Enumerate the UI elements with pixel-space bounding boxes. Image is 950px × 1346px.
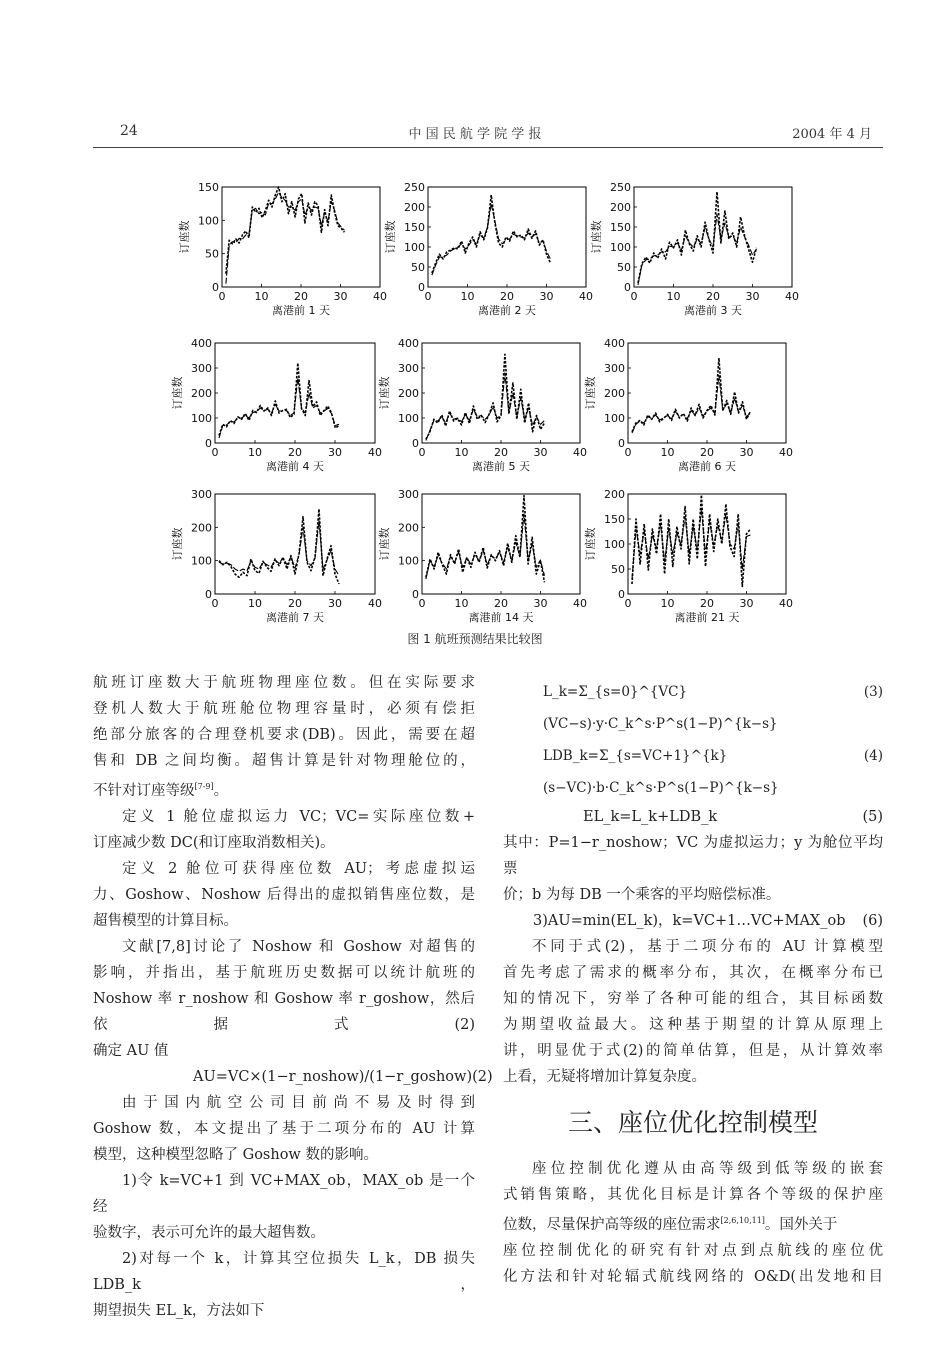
y-tick-label: 0 xyxy=(212,281,219,294)
x-axis-label: 离港前 2 天 xyxy=(478,304,536,317)
x-tick-label: 10 xyxy=(248,597,262,610)
series-forecast-line xyxy=(226,192,345,283)
series-forecast-line xyxy=(638,214,757,285)
series-forecast-line xyxy=(219,521,339,576)
y-tick-label: 0 xyxy=(618,437,625,450)
y-tick-label: 100 xyxy=(604,412,625,425)
series-actual-line xyxy=(632,358,751,432)
x-tick-label: 20 xyxy=(700,446,714,459)
y-tick-label: 150 xyxy=(610,221,631,234)
y-tick-label: 200 xyxy=(191,387,212,400)
y-tick-label: 0 xyxy=(418,281,425,294)
x-tick-label: 0 xyxy=(630,290,638,303)
x-tick-label: 40 xyxy=(779,597,793,610)
x-tick-label: 0 xyxy=(624,446,632,459)
para-line: 由于国内航空公司目前尚不易及时得到 xyxy=(122,1094,475,1111)
series-actual-line xyxy=(426,354,545,439)
para-line: 绝部分旅客的合理登机要求(DB)。因此，需要在超 xyxy=(93,727,475,743)
para-line: Goshow 数，本文提出了基于二项分布的 AU 计算 xyxy=(93,1120,475,1137)
para-line: 不同于式(2)，基于二项分布的 AU 计算模型 xyxy=(532,939,883,955)
x-tick-label: 40 xyxy=(579,290,593,303)
plot-frame xyxy=(215,494,375,594)
y-axis-label: 订座数 xyxy=(384,220,397,254)
para-line: 航班订座数大于航班物理座位数。但在实际要求 xyxy=(93,675,475,691)
series-actual-line xyxy=(632,495,751,587)
y-tick-label: 400 xyxy=(604,337,625,350)
para-line: 其中：P=1−r_noshow；VC 为虚拟运力；y 为舱位平均票 xyxy=(503,835,883,877)
series-forecast-line xyxy=(432,204,551,275)
y-axis-label: 订座数 xyxy=(171,527,184,561)
plot-frame xyxy=(428,187,586,287)
y-tick-label: 200 xyxy=(398,387,419,400)
y-tick-label: 200 xyxy=(191,521,212,535)
para-line: 座位控制优化的研究有针对点到点航线的座位优 xyxy=(503,1242,883,1259)
y-axis-label: 订座数 xyxy=(378,376,391,410)
x-tick-label: 10 xyxy=(454,597,469,610)
x-tick-label: 0 xyxy=(218,290,226,303)
y-tick-label: 200 xyxy=(604,387,625,400)
para-line: 登机人数大于航班舱位物理容量时，必须有偿拒 xyxy=(93,701,475,717)
x-axis-label: 离港前 5 天 xyxy=(472,460,530,473)
y-axis-label: 订座数 xyxy=(584,527,597,561)
right-column xyxy=(503,670,883,1290)
y-tick-label: 0 xyxy=(205,588,212,601)
series-forecast-line xyxy=(219,378,339,438)
series-forecast-line xyxy=(426,373,545,441)
y-axis-label: 订座数 xyxy=(178,220,191,254)
x-tick-label: 20 xyxy=(294,290,308,303)
x-tick-label: 0 xyxy=(624,597,632,610)
y-tick-label: 100 xyxy=(404,241,425,254)
y-tick-label: 200 xyxy=(398,521,419,535)
y-tick-label: 200 xyxy=(404,201,425,214)
x-tick-label: 40 xyxy=(785,290,799,303)
para-line: 为期望收益最大。这种基于期望的计算从原理上 xyxy=(503,1017,883,1033)
para-line: 化方法和针对轮辐式航线网络的 O&D(出发地和目 xyxy=(503,1268,883,1285)
x-tick-label: 10 xyxy=(660,446,675,459)
equation-2: AU=VC×(1−r_noshow)/(1−r_goshow) (2) xyxy=(193,1068,493,1085)
plot-frame xyxy=(422,494,580,594)
para-line: 不针对订座等级[7-9]。 xyxy=(93,782,229,799)
y-axis-label: 订座数 xyxy=(590,220,603,254)
x-tick-label: 30 xyxy=(533,446,548,459)
y-tick-label: 300 xyxy=(398,488,419,501)
x-tick-label: 30 xyxy=(333,290,348,303)
para-line: 首先考虑了需求的概率分布，其次，在概率分布已 xyxy=(503,965,883,981)
x-axis-label: 离港前 7 天 xyxy=(266,611,324,624)
y-tick-label: 100 xyxy=(398,554,419,568)
x-tick-label: 40 xyxy=(779,446,793,459)
x-tick-label: 0 xyxy=(211,597,219,610)
y-tick-label: 100 xyxy=(610,241,631,254)
para-line: Noshow 率 r_noshow 和 Goshow 率 r_goshow，然后依据式(2) xyxy=(93,990,475,1033)
equation-6: 3)AU=min(EL_k)，k=VC+1…VC+MAX_ob (6) xyxy=(533,913,883,929)
equation-5: EL_k=L_k+LDB_k (5) xyxy=(583,809,883,825)
x-tick-label: 30 xyxy=(739,446,754,459)
x-tick-label: 40 xyxy=(573,597,587,610)
x-tick-label: 10 xyxy=(666,290,681,303)
y-tick-label: 50 xyxy=(205,247,219,261)
y-tick-label: 100 xyxy=(398,412,419,425)
x-tick-label: 10 xyxy=(254,290,269,303)
y-tick-label: 0 xyxy=(412,588,419,601)
issue-date: 2004 年 4 月 xyxy=(792,127,872,142)
para-line: 力、Goshow、Noshow 后得出的虚拟销售座位数，是 xyxy=(93,886,475,903)
para-line: 超售模型的计算目标。 xyxy=(93,912,238,929)
y-tick-label: 50 xyxy=(617,261,631,274)
x-tick-label: 20 xyxy=(706,290,720,303)
para-line: 售和 DB 之间均衡。超售计算是针对物理舱位的， xyxy=(93,753,475,769)
x-axis-label: 离港前 4 天 xyxy=(266,460,324,473)
x-tick-label: 20 xyxy=(500,290,514,303)
x-tick-label: 0 xyxy=(418,446,426,459)
left-column xyxy=(93,670,493,1324)
y-axis-label: 订座数 xyxy=(584,376,597,410)
x-tick-label: 40 xyxy=(368,597,382,610)
x-tick-label: 10 xyxy=(248,446,262,459)
y-tick-label: 0 xyxy=(205,437,212,450)
step-1: 1)令 k=VC+1 到 VC+MAX_ob，MAX_ob 是一个经 xyxy=(93,1172,475,1215)
y-tick-label: 50 xyxy=(611,563,625,576)
x-tick-label: 20 xyxy=(288,597,302,610)
series-forecast-line xyxy=(632,376,751,434)
citation: [7-9] xyxy=(194,782,214,791)
x-tick-label: 20 xyxy=(700,597,714,610)
y-tick-label: 150 xyxy=(604,513,625,526)
para-line: 验数字，表示可允许的最大超售数。 xyxy=(93,1224,325,1241)
y-axis-label: 订座数 xyxy=(378,527,391,561)
para-line: 座位控制优化遵从由高等级到低等级的嵌套 xyxy=(532,1161,883,1177)
y-tick-label: 300 xyxy=(191,362,212,375)
x-tick-label: 10 xyxy=(454,446,469,459)
x-tick-label: 0 xyxy=(424,290,432,303)
para-line: 式销售策略，其优化目标是计算各个等级的保护座 xyxy=(503,1187,883,1203)
y-tick-label: 100 xyxy=(191,412,212,425)
y-tick-label: 400 xyxy=(398,337,419,350)
x-tick-label: 40 xyxy=(368,446,382,459)
figure-caption: 图 1 航班预测结果比较图 xyxy=(407,632,543,646)
para-line: 讲，明显优于式(2)的简单估算，但是，从计算效率 xyxy=(503,1043,883,1059)
x-tick-label: 0 xyxy=(211,446,219,459)
para-line: 影响，并指出，基于航班历史数据可以统计航班的 xyxy=(93,964,475,981)
y-tick-label: 100 xyxy=(604,538,625,551)
x-tick-label: 20 xyxy=(494,446,508,459)
y-tick-label: 150 xyxy=(404,221,425,234)
x-tick-label: 10 xyxy=(660,597,675,610)
y-tick-label: 100 xyxy=(198,214,219,228)
definition-2: 定义 2 舱位可获得座位数 AU；考虑虚拟运 xyxy=(122,860,475,877)
y-tick-label: 300 xyxy=(191,488,212,501)
para-line: 上看，无疑将增加计算复杂度。 xyxy=(503,1069,706,1085)
y-tick-label: 100 xyxy=(191,554,212,568)
plot-frame xyxy=(628,343,786,443)
x-tick-label: 30 xyxy=(739,597,754,610)
y-tick-label: 250 xyxy=(610,181,631,194)
section-title: 三、座位优化控制模型 xyxy=(567,1108,818,1137)
x-tick-label: 20 xyxy=(288,446,302,459)
para-line: 期望损失 EL_k，方法如下 xyxy=(93,1302,265,1319)
definition-1: 定义 1 舱位虚拟运力 VC；VC=实际座位数+ xyxy=(122,808,475,825)
y-axis-label: 订座数 xyxy=(171,376,184,410)
y-tick-label: 300 xyxy=(398,362,419,375)
y-tick-label: 0 xyxy=(618,588,625,601)
y-tick-label: 300 xyxy=(604,362,625,375)
plot-frame xyxy=(422,343,580,443)
equation-4: LDB_k=Σ_{s=VC+1}^{k}(s−VC)·b·C_k^s·P^s(1−P)^{k−s} (4) xyxy=(543,748,883,796)
journal-name: 中 国 民 航 学 院 学 报 xyxy=(408,127,542,142)
para-line: 知的情况下，穷举了各种可能的组合，其目标函数 xyxy=(503,991,883,1007)
x-tick-label: 30 xyxy=(328,597,342,610)
plot-frame xyxy=(634,187,792,287)
y-tick-label: 0 xyxy=(412,437,419,450)
y-tick-label: 150 xyxy=(198,181,219,194)
y-tick-label: 50 xyxy=(411,261,425,274)
y-tick-label: 0 xyxy=(624,281,631,294)
x-axis-label: 离港前 21 天 xyxy=(674,611,740,624)
step-2: 2)对每一个 k，计算其空位损失 L_k，DB 损失 LDB_k， xyxy=(93,1250,475,1293)
x-axis-label: 离港前 6 天 xyxy=(678,460,736,473)
x-tick-label: 30 xyxy=(533,597,548,610)
x-axis-label: 离港前 14 天 xyxy=(468,611,534,624)
x-tick-label: 0 xyxy=(418,597,426,610)
para-line: 模型，这种模型忽略了 Goshow 数的影响。 xyxy=(93,1146,378,1163)
x-axis-label: 离港前 1 天 xyxy=(272,304,330,317)
series-actual-line xyxy=(638,192,757,283)
para-line: 确定 AU 值 xyxy=(93,1042,169,1059)
y-tick-label: 250 xyxy=(404,181,425,194)
para-line: 价；b 为每 DB 一个乘客的平均赔偿标准。 xyxy=(503,887,781,903)
para-line: 文献[7,8]讨论了 Noshow 和 Goshow 对超售的 xyxy=(122,938,475,955)
x-tick-label: 40 xyxy=(573,446,587,459)
para-line: 位数，尽量保护高等级的座位需求[2,6,10,11]。国外关于 xyxy=(503,1216,838,1233)
x-tick-label: 10 xyxy=(460,290,475,303)
y-tick-label: 200 xyxy=(604,488,625,501)
equation-3: L_k=Σ_{s=0}^{VC}(VC−s)·y·C_k^s·P^s(1−P)^{k−s} (3) xyxy=(543,684,883,732)
x-axis-label: 离港前 3 天 xyxy=(684,304,742,317)
page-number: 24 xyxy=(120,123,138,139)
x-tick-label: 30 xyxy=(539,290,554,303)
x-tick-label: 40 xyxy=(373,290,387,303)
series-actual-line xyxy=(219,363,339,436)
figure-1-plots xyxy=(0,0,950,640)
plot-frame xyxy=(222,187,380,287)
para-line: 订座减少数 DC(和订座取消数相关)。 xyxy=(93,834,335,851)
x-tick-label: 30 xyxy=(328,446,342,459)
y-tick-label: 400 xyxy=(191,337,212,350)
citation: [2,6,10,11] xyxy=(720,1216,765,1225)
y-tick-label: 200 xyxy=(610,201,631,214)
x-tick-label: 30 xyxy=(745,290,760,303)
x-tick-label: 20 xyxy=(494,597,508,610)
